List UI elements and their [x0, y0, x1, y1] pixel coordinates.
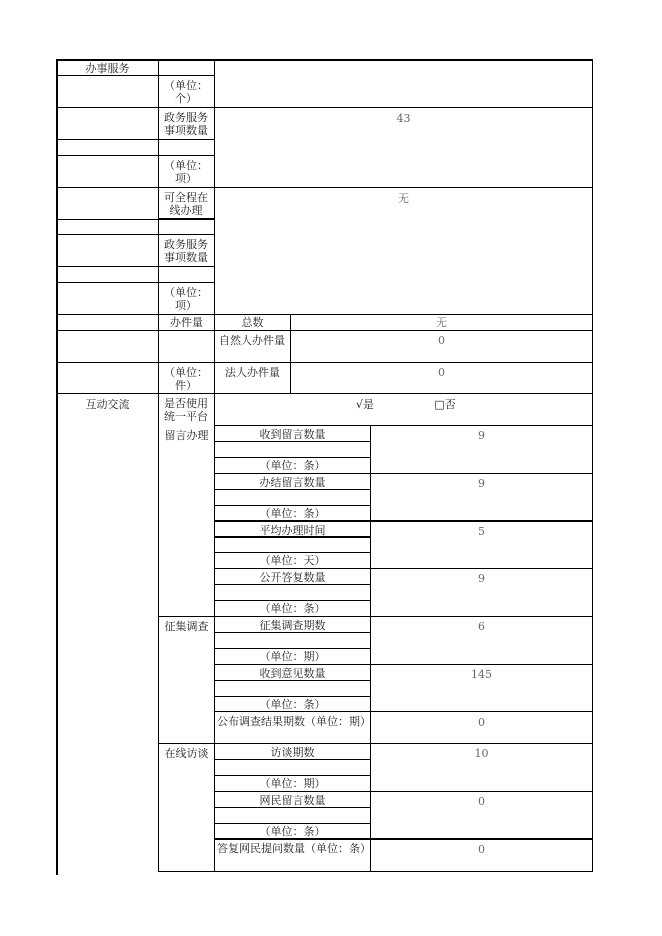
row-line: [158, 743, 593, 744]
unit-label: （单位：条）: [259, 825, 326, 838]
unit-label: （单位：期）: [259, 777, 326, 790]
unit-label: （单位：项）: [164, 286, 208, 312]
msg-received-value: 9: [478, 429, 485, 442]
unit-label: （单位：条）: [259, 507, 326, 520]
avg-time-value: 5: [478, 525, 485, 538]
msg-label: 留言办理: [164, 429, 209, 442]
row-line: [214, 441, 370, 442]
total-value: 无: [436, 316, 447, 329]
items-count-value: 43: [396, 112, 411, 125]
row-line: [214, 505, 370, 506]
opinions-value: 145: [471, 668, 492, 681]
section-service-title: 办事服务: [85, 62, 130, 75]
unit-label: （单位：个）: [164, 79, 208, 105]
opinions-label: 收到意见数量: [259, 667, 326, 680]
row-line: [214, 584, 370, 585]
survey-periods-label: 征集调查期数: [259, 619, 326, 632]
netizen-msg-value: 0: [478, 795, 485, 808]
row-line: [214, 791, 593, 792]
natural-value: 0: [438, 334, 445, 347]
items-count-label-2: 政务服务事项数量: [164, 238, 208, 264]
unit-label: （单位：天）: [259, 554, 326, 567]
msg-done-label: 办结留言数量: [259, 476, 326, 489]
row-line: [56, 362, 593, 363]
row-line: [214, 680, 370, 681]
row-line: [158, 218, 214, 220]
row-line: [56, 393, 593, 394]
row-line: [56, 75, 214, 76]
interview-label: 在线访谈: [164, 747, 209, 760]
unit-label: （单位：条）: [259, 459, 326, 472]
platform-no: □否: [434, 398, 456, 411]
row-line: [56, 234, 214, 235]
avg-time-label: 平均办理时间: [259, 524, 326, 537]
msg-done-value: 9: [478, 477, 485, 490]
natural-label: 自然人办件量: [219, 334, 285, 347]
msg-received-label: 收到留言数量: [259, 428, 326, 441]
handled-label: 办件量: [170, 316, 203, 329]
total-label: 总数: [241, 316, 264, 329]
row-line: [56, 330, 593, 331]
row-line: [214, 696, 370, 697]
row-line: [158, 616, 593, 617]
unit-label: （单位：条）: [259, 602, 326, 615]
online-label: 可全程在线办理: [164, 191, 208, 217]
table-border-left: [56, 60, 58, 875]
netizen-msg-label: 网民留言数量: [259, 794, 326, 807]
unit-label: （单位：条）: [259, 698, 326, 711]
row-line: [214, 759, 370, 760]
legal-label: 法人办件量: [225, 366, 280, 379]
section-interact-title: 互动交流: [85, 398, 130, 411]
results-label: 公布调查结果期数（单位：期）: [217, 715, 371, 728]
row-line: [158, 871, 593, 872]
row-line: [214, 552, 370, 553]
row-line: [214, 600, 370, 601]
unit-label: （单位：项）: [164, 159, 208, 185]
row-line: [214, 473, 593, 474]
row-line: [56, 107, 593, 108]
platform-label: 是否使用统一平台: [164, 397, 208, 423]
survey-periods-value: 6: [478, 620, 485, 633]
public-reply-value: 9: [478, 572, 485, 585]
public-reply-label: 公开答复数量: [259, 571, 326, 584]
items-count-label: 政务服务事项数量: [164, 111, 208, 137]
table-border-right: [592, 60, 593, 872]
legal-value: 0: [438, 366, 445, 379]
row-line: [214, 520, 593, 522]
interview-periods-label: 访谈期数: [270, 746, 315, 759]
reply-q-label: 答复网民提问数量（单位：条）: [217, 842, 371, 855]
table-border-top: [56, 59, 593, 61]
row-line: [56, 282, 214, 283]
row-line: [56, 314, 593, 315]
row-line: [214, 489, 370, 490]
results-value: 0: [478, 716, 485, 729]
row-line: [56, 155, 214, 156]
row-line: [214, 838, 593, 840]
row-line: [214, 775, 370, 776]
row-line: [214, 648, 370, 649]
row-line: [214, 807, 370, 808]
unit-label: （单位：件）: [164, 366, 208, 392]
row-line: [56, 187, 593, 188]
row-line: [56, 139, 214, 140]
row-line: [214, 823, 370, 824]
survey-label: 征集调查: [164, 620, 209, 633]
row-line: [214, 664, 593, 665]
reply-q-value: 0: [478, 843, 485, 856]
row-line: [214, 632, 370, 633]
row-line: [214, 425, 593, 426]
platform-yes: √是: [355, 398, 374, 411]
row-line: [214, 711, 593, 712]
row-line: [214, 568, 593, 569]
interview-periods-value: 10: [474, 747, 489, 760]
online-value: 无: [398, 192, 409, 205]
row-line: [214, 457, 370, 458]
row-line: [56, 266, 214, 267]
row-line: [56, 219, 158, 220]
unit-label: （单位：期）: [259, 650, 326, 663]
